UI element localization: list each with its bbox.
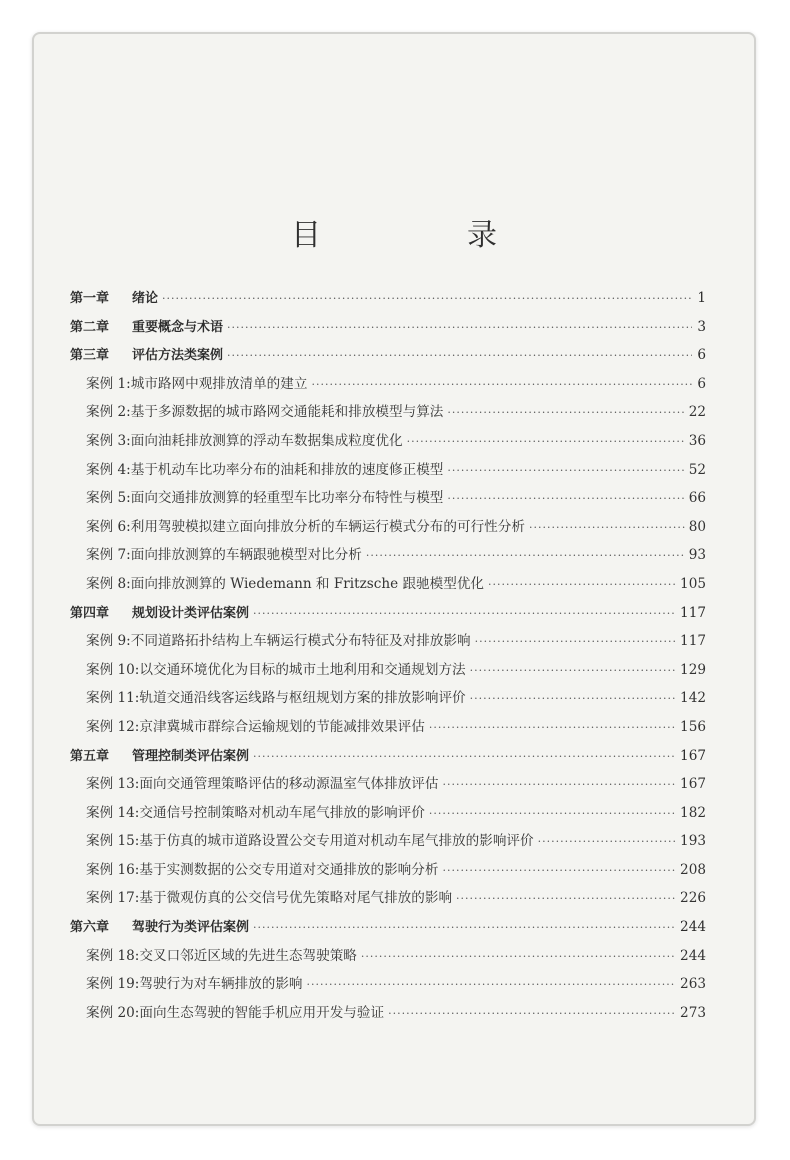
toc-chapter-entry [70,742,706,771]
case-title: 案例 17:基于微观仿真的公交信号优先策略对尾气排放的影响 [86,890,453,907]
page-number: 1 [697,290,706,306]
leader-dots [407,428,685,457]
page-number: 263 [680,976,706,993]
page-number: 105 [680,575,706,592]
leader-dots [429,714,676,743]
chapter-title: 绪论 [132,291,159,306]
leader-dots [307,971,677,1000]
leader-dots [227,314,692,343]
toc-chapter-entry [70,913,706,942]
leader-dots [311,371,692,400]
toc-case-entry [70,484,706,513]
chapter-title: 规划设计类评估案例 [132,605,250,621]
case-title: 案例 12:京津冀城市群综合运输规划的节能减排效果评估 [86,718,425,735]
toc-case-entry [70,970,706,999]
leader-dots [456,885,676,914]
toc-case-entry [70,942,706,971]
page-number: 226 [680,890,706,907]
toc-case-entry [70,398,706,427]
toc-chapter-entry [70,341,706,370]
toc-title: 目 录 [291,218,555,253]
page-number: 93 [688,547,706,564]
case-title: 案例 19:驾驶行为对车辆排放的影响 [86,976,303,993]
leader-dots [470,685,676,714]
toc-case-entry [70,427,706,456]
leader-dots [447,457,684,486]
toc-case-entry [70,570,706,599]
chapter-number: 第二章 [70,319,110,335]
case-title: 案例 1:城市路网中观排放清单的建立 [86,375,308,392]
case-title: 案例 15:基于仿真的城市道路设置公交专用道对机动车尾气排放的影响评价 [86,833,534,850]
leader-dots [366,542,685,571]
case-title: 案例 8:面向排放测算的 Wiedemann 和 Fritzsche 跟驰模型优化 [86,575,485,592]
case-title: 案例 7:面向排放测算的车辆跟驰模型对比分析 [86,547,362,564]
chapter-number: 第四章 [70,605,110,621]
case-title: 案例 4:基于机动车比功率分布的油耗和排放的速度修正模型 [86,461,444,478]
toc-case-entry [70,456,706,485]
page-number: 52 [688,461,706,478]
page-number: 167 [680,776,706,793]
page-number: 36 [688,432,706,449]
leader-dots [429,800,676,829]
page-number: 193 [680,833,706,850]
page-number: 244 [680,919,706,936]
page-number: 66 [688,490,706,507]
leader-dots [253,743,676,772]
table-of-contents [70,284,706,1027]
page-number: 208 [680,861,706,878]
chapter-title: 管理控制类评估案例 [132,748,250,764]
chapter-title: 重要概念与术语 [132,319,224,335]
leader-dots [442,771,676,800]
toc-case-entry [70,656,706,685]
leader-dots [529,514,685,543]
leader-dots [253,600,676,629]
toc-case-entry [70,884,706,913]
chapter-number: 第五章 [70,748,110,764]
toc-case-entry [70,684,706,713]
chapter-title: 驾驶行为类评估案例 [132,920,250,936]
page-number: 80 [688,518,706,535]
page-number: 22 [688,404,706,421]
case-title: 案例 18:交叉口邻近区域的先进生态驾驶策略 [86,947,357,964]
page-number: 273 [680,1004,706,1021]
toc-chapter-entry [70,284,706,313]
case-title: 案例 20:面向生态驾驶的智能手机应用开发与验证 [86,1004,385,1021]
leader-dots [488,571,676,600]
leader-dots [447,399,684,428]
chapter-number: 第一章 [70,291,110,306]
page-number: 167 [680,747,706,764]
case-title: 案例 10:以交通环境优化为目标的城市土地利用和交通规划方法 [86,661,466,678]
chapter-number: 第六章 [70,920,110,936]
toc-case-entry [70,513,706,542]
toc-case-entry [70,627,706,656]
leader-dots [227,342,692,371]
page-number: 156 [680,718,706,735]
toc-case-entry [70,713,706,742]
page-number: 3 [697,318,706,335]
case-title: 案例 2:基于多源数据的城市路网交通能耗和排放模型与算法 [86,404,444,421]
toc-case-entry [70,799,706,828]
toc-case-entry [70,856,706,885]
page-number: 6 [697,375,706,392]
leader-dots [442,857,676,886]
toc-case-entry [70,370,706,399]
case-title: 案例 13:面向交通管理策略评估的移动源温室气体排放评估 [86,776,439,793]
page-number: 6 [697,347,706,364]
toc-case-entry [70,541,706,570]
case-title: 案例 6:利用驾驶模拟建立面向排放分析的车辆运行模式分布的可行性分析 [86,518,525,535]
case-title: 案例 5:面向交通排放测算的轻重型车比功率分布特性与模型 [86,490,444,507]
case-title: 案例 3:面向油耗排放测算的浮动车数据集成粒度优化 [86,432,403,449]
leader-dots [162,285,692,314]
leader-dots [538,828,676,857]
page-number: 142 [680,690,706,707]
leader-dots [361,943,676,972]
chapter-number: 第三章 [70,348,110,364]
chapter-title: 评估方法类案例 [132,348,224,364]
leader-dots [475,628,676,657]
leader-dots [253,914,676,943]
page-number: 117 [680,633,706,650]
case-title: 案例 11:轨道交通沿线客运线路与枢纽规划方案的排放影响评价 [86,690,466,707]
document-page [32,32,756,1126]
toc-chapter-entry [70,599,706,628]
leader-dots [447,485,684,514]
toc-case-entry [70,999,706,1028]
toc-chapter-entry [70,313,706,342]
toc-case-entry [70,827,706,856]
page-number: 244 [680,947,706,964]
case-title: 案例 16:基于实测数据的公交专用道对交通排放的影响分析 [86,861,439,878]
page-number: 129 [680,661,706,678]
leader-dots [470,657,676,686]
case-title: 案例 14:交通信号控制策略对机动车尾气排放的影响评价 [86,804,425,821]
page-number: 182 [680,804,706,821]
page-number: 117 [680,604,706,621]
leader-dots [388,1000,676,1029]
toc-case-entry [70,770,706,799]
case-title: 案例 9:不同道路拓扑结构上车辆运行模式分布特征及对排放影响 [86,633,471,650]
